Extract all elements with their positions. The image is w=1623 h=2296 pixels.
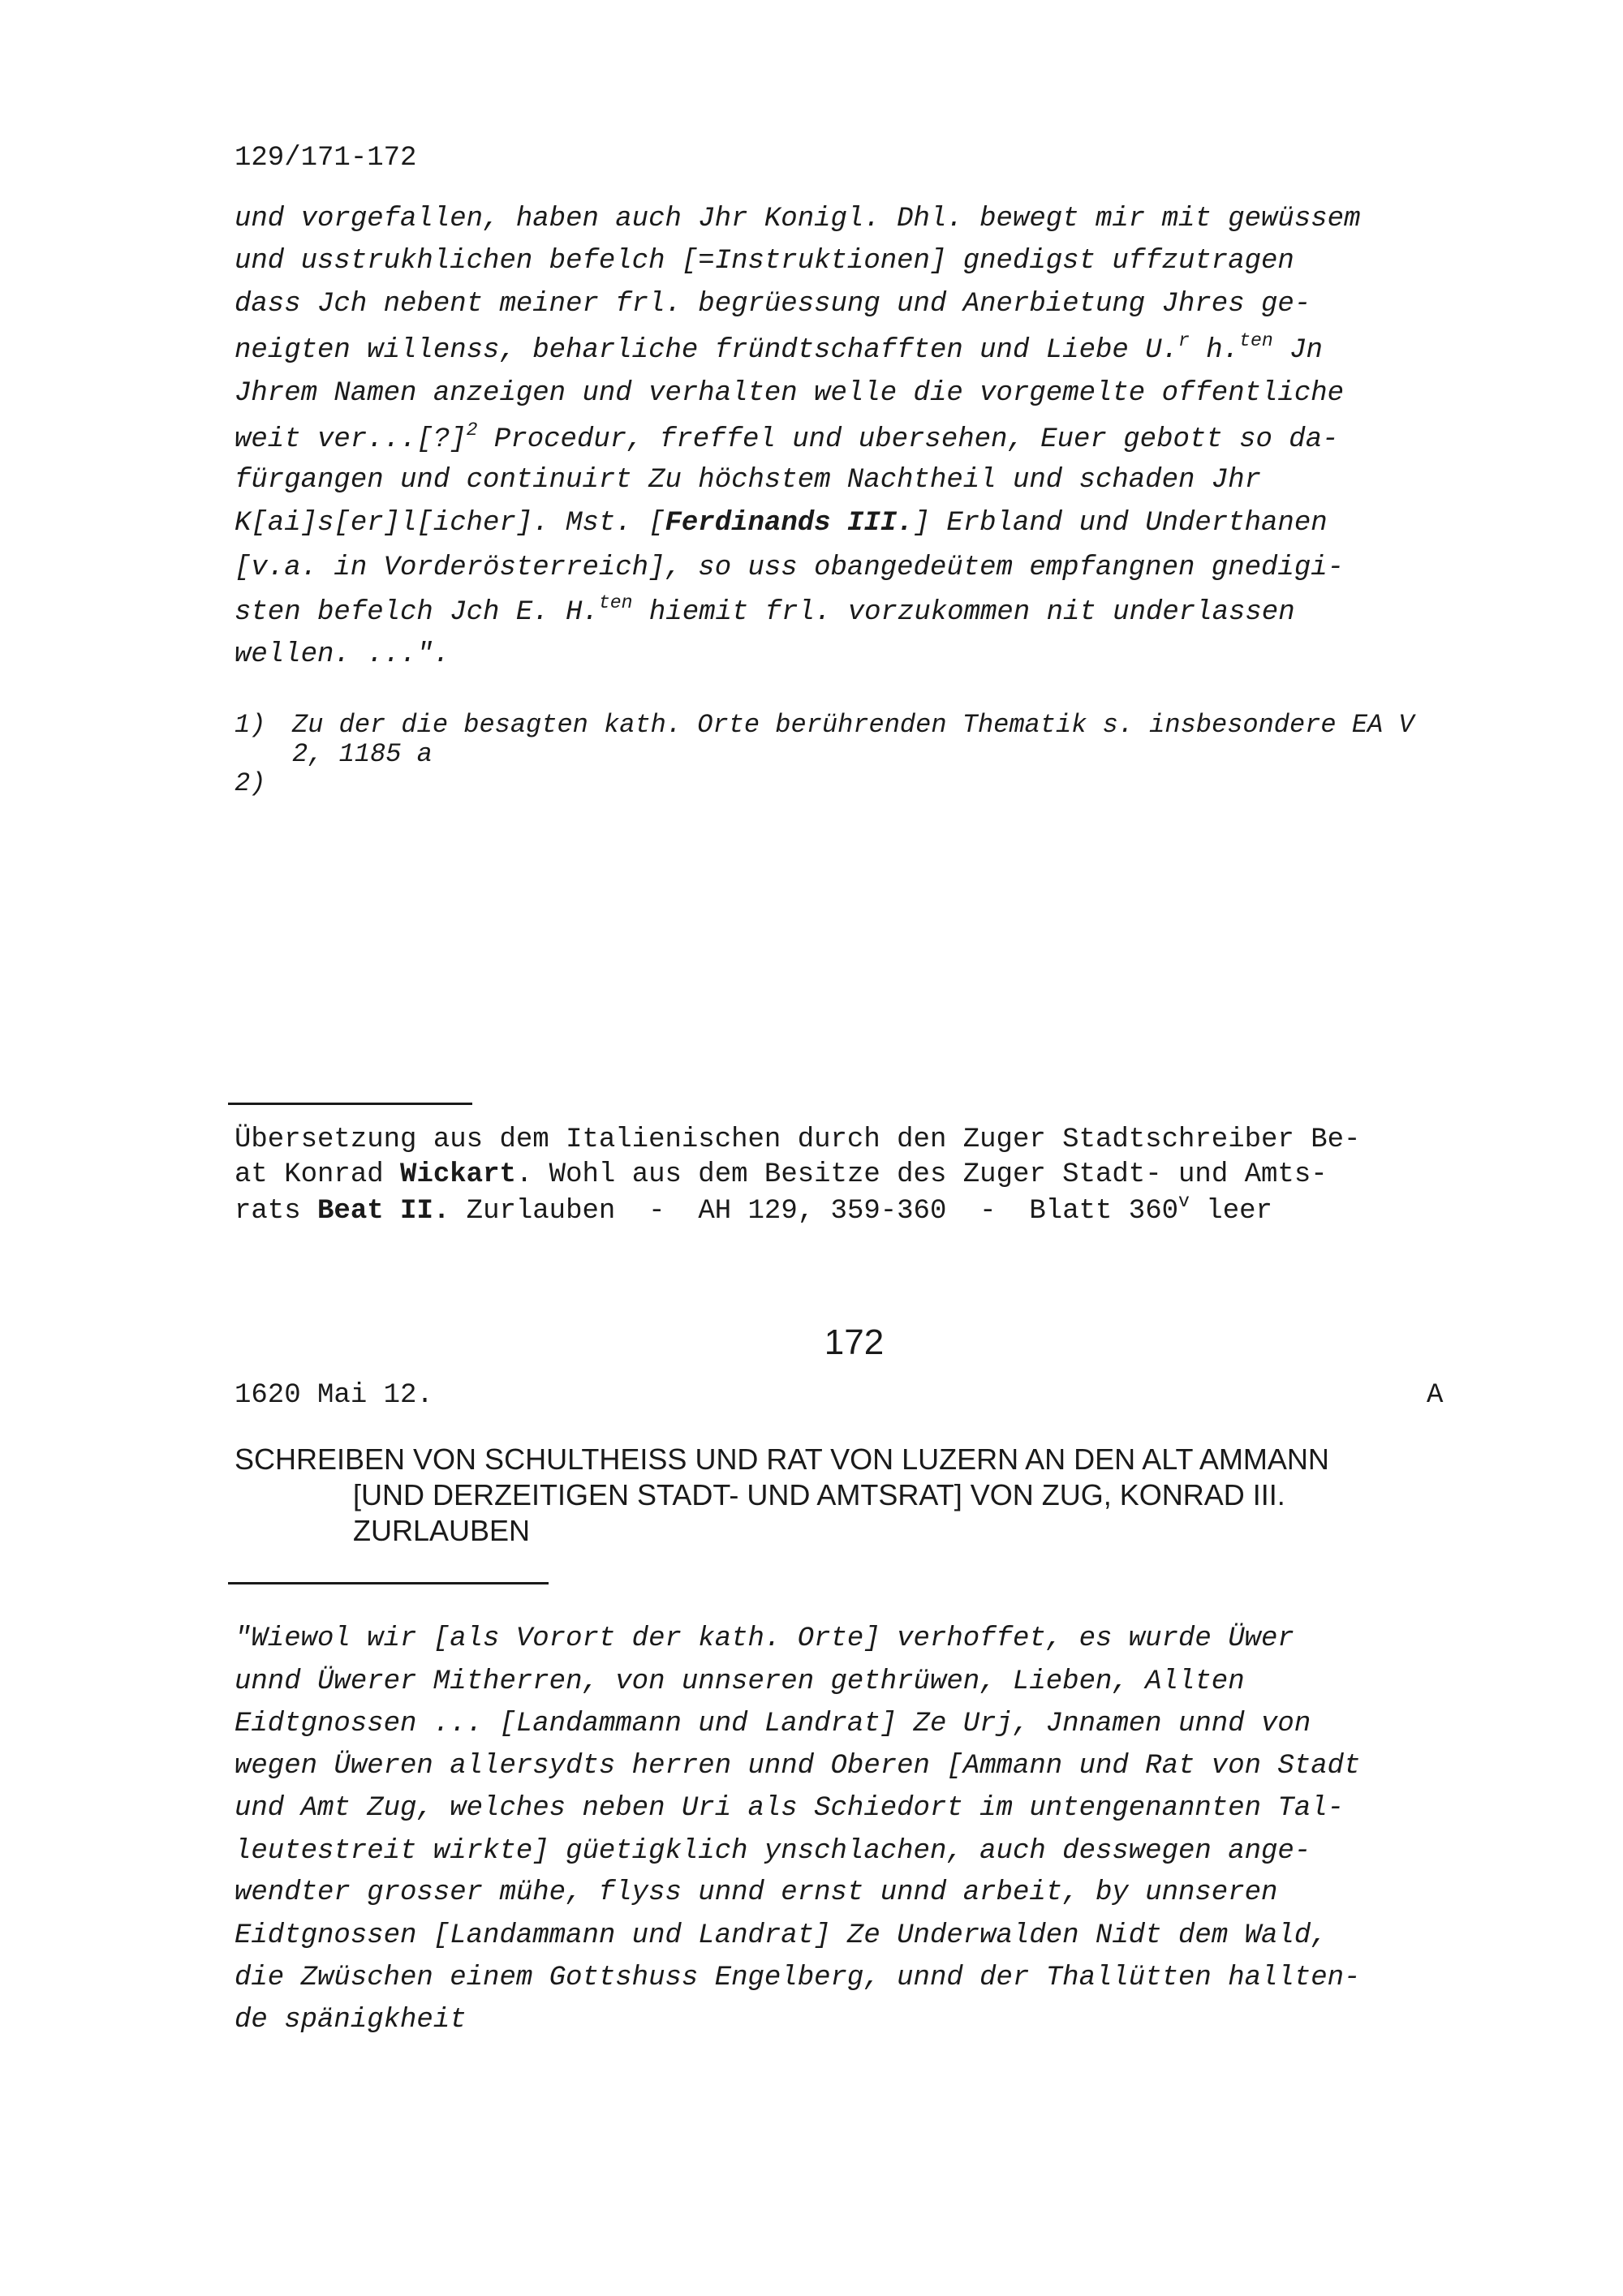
text-run: sten befelch Jch E. H. bbox=[235, 597, 599, 628]
quote1-line bbox=[235, 419, 1339, 456]
text-run: ] Erbland und Underthanen bbox=[913, 508, 1328, 539]
bold-name: Beat II. bbox=[317, 1196, 450, 1227]
footnote-1-mark: 1) bbox=[235, 710, 266, 740]
footnote-2-mark: 2) bbox=[235, 768, 266, 798]
quote1-line bbox=[235, 638, 450, 671]
document-number: 172 bbox=[824, 1322, 885, 1362]
text-run: K[ai]s[er]l[icher]. Mst. [ bbox=[235, 508, 665, 539]
quote1-line bbox=[235, 464, 1261, 497]
footnote-1-text: Zu der die besagten kath. Orte berührenden Thematik s. insbesondere EA V bbox=[292, 710, 1414, 740]
text-run: SCHREIBEN VON SCHULTHEISS UND RAT VON LUZERN AN DEN ALT AMMANN bbox=[235, 1443, 1329, 1476]
text-run: [v.a. in Vorderösterreich], so uss obangedeütem empfangnen gnedigi- bbox=[235, 553, 1345, 583]
text-run: h. bbox=[1189, 335, 1240, 366]
text-run: unnd Üwerer Mitherren, von unnseren gethrüwen, Lieben, Allten bbox=[235, 1666, 1245, 1697]
text-run: Eidtgnossen ... [Landammann und Landrat] Ze Urj, Jnnamen unnd von bbox=[235, 1709, 1311, 1739]
quote2-line bbox=[235, 1792, 1344, 1825]
text-run: fürgangen und continuirt Zu höchstem Nachtheil und schaden Jhr bbox=[235, 465, 1262, 496]
text-run: weit ver...[?] bbox=[235, 424, 467, 455]
quote1-line bbox=[235, 245, 1294, 277]
quote1-line bbox=[235, 203, 1360, 235]
text-run: at Konrad bbox=[235, 1159, 401, 1190]
separator-rule bbox=[228, 1103, 472, 1105]
quote2-line bbox=[235, 1666, 1245, 1698]
text-run: de spänigkheit bbox=[235, 2005, 467, 2036]
text-run: dass Jch nebent meiner frl. begrüessung und Anerbietung Jhres ge- bbox=[235, 289, 1311, 320]
quote1-line bbox=[235, 288, 1311, 320]
footnote-1-text-cont: 2, 1185 a bbox=[292, 739, 433, 769]
quote2-line bbox=[235, 1835, 1311, 1868]
text-run: ZURLAUBEN bbox=[353, 1514, 531, 1547]
quote2-line bbox=[235, 2004, 467, 2036]
document-date: 1620 Mai 12. bbox=[235, 1380, 433, 1411]
text-run: und Amt Zug, welches neben Uri als Schiedort im untengenannten Tal- bbox=[235, 1793, 1345, 1824]
title-separator-rule bbox=[228, 1582, 549, 1584]
text-run: Zurlauben - AH 129, 359-360 - Blatt 360 bbox=[450, 1196, 1179, 1227]
text-run: Jhrem Namen anzeigen und verhalten welle die vorgemelte offentliche bbox=[235, 378, 1345, 409]
superscript: r bbox=[1178, 330, 1190, 352]
quote1-line bbox=[235, 592, 1295, 629]
text-run: [UND DERZEITIGEN STADT- UND AMTSRAT] VON ZUG, KONRAD III. bbox=[353, 1478, 1285, 1511]
text-run: leutestreit wirkte] güetigklich ynschlachen, auch desswegen ange- bbox=[235, 1836, 1311, 1867]
quote2-line bbox=[235, 1623, 1294, 1655]
superscript: ten bbox=[598, 592, 633, 614]
superscript: 2 bbox=[466, 419, 478, 441]
title-line bbox=[353, 1514, 530, 1548]
title-line bbox=[235, 1443, 1329, 1477]
provenance-line bbox=[235, 1124, 1360, 1156]
title-line bbox=[353, 1478, 1285, 1512]
text-run: Eidtgnossen [Landammann und Landrat] Ze Underwalden Nidt dem Wald, bbox=[235, 1920, 1328, 1951]
text-run: neigten willenss, beharliche fründtschafften und Liebe U. bbox=[235, 335, 1178, 366]
quote2-line bbox=[235, 1750, 1360, 1782]
quote2-line bbox=[235, 1962, 1360, 1994]
provenance-line bbox=[235, 1191, 1272, 1228]
quote2-line bbox=[235, 1920, 1328, 1952]
text-run: wegen Üweren allersydts herren unnd Oberen [Ammann und Rat von Stadt bbox=[235, 1751, 1361, 1782]
text-run: wendter grosser mühe, flyss unnd ernst unnd arbeit, by unnseren bbox=[235, 1877, 1278, 1908]
running-header: 129/171-172 bbox=[235, 143, 417, 174]
text-run: und usstrukhlichen befelch [=Instruktionen] gnedigst uffzutragen bbox=[235, 246, 1294, 277]
text-run: hiemit frl. vorzukommen nit underlassen bbox=[632, 597, 1295, 628]
text-run: Procedur, freffel und ubersehen, Euer gebott so da- bbox=[477, 424, 1339, 455]
text-run: Jn bbox=[1272, 335, 1323, 366]
quote2-line bbox=[235, 1877, 1277, 1909]
text-run: rats bbox=[235, 1196, 318, 1227]
quote1-line bbox=[235, 330, 1323, 367]
superscript: v bbox=[1178, 1191, 1190, 1213]
quote2-line bbox=[235, 1708, 1311, 1740]
quote1-line bbox=[235, 377, 1344, 410]
text-run: wellen. ...". bbox=[235, 639, 450, 670]
provenance-line bbox=[235, 1159, 1328, 1191]
text-run: die Zwüschen einem Gottshuss Engelberg, unnd der Thallütten hallten- bbox=[235, 1963, 1361, 1993]
text-run: . Wohl aus dem Besitze des Zuger Stadt- und Amts- bbox=[515, 1159, 1328, 1190]
bold-name: Ferdinands III. bbox=[665, 508, 914, 539]
text-run: leer bbox=[1189, 1196, 1272, 1227]
document-mark: A bbox=[1427, 1380, 1444, 1411]
bold-name: Wickart bbox=[400, 1159, 516, 1190]
quote1-line bbox=[235, 552, 1344, 584]
quote1-line bbox=[235, 507, 1328, 540]
text-run: Übersetzung aus dem Italienischen durch den Zuger Stadtschreiber Be- bbox=[235, 1124, 1361, 1155]
text-run: und vorgefallen, haben auch Jhr Konigl. Dhl. bewegt mir mit gewüssem bbox=[235, 204, 1361, 234]
text-run: "Wiewol wir [als Vorort der kath. Orte] verhoffet, es wurde Üwer bbox=[235, 1623, 1294, 1654]
superscript: ten bbox=[1239, 330, 1273, 352]
